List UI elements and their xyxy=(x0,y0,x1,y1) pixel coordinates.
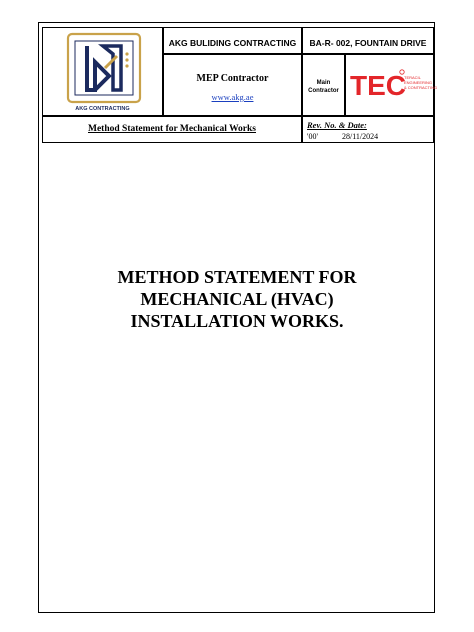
company-logo-cell xyxy=(42,27,163,116)
project-name: BA-R- 002, FOUNTAIN DRIVE xyxy=(309,38,427,48)
company-name: AKG BULIDING CONTRACTING xyxy=(168,38,297,48)
revision-cell xyxy=(302,116,434,143)
mep-contractor-cell xyxy=(163,54,302,116)
logo-caption: AKG CONTRACTING xyxy=(75,106,130,112)
revision-label: Rev. No. & Date: xyxy=(307,120,367,130)
main-title-line: INSTALLATION WORKS. xyxy=(130,311,344,331)
svg-text:& CONTRACTING: & CONTRACTING xyxy=(404,85,438,90)
contractor-role: MEP Contractor xyxy=(196,73,269,84)
website-link[interactable]: www.akg.ae xyxy=(211,92,254,102)
svg-text:TERACIL: TERACIL xyxy=(404,75,421,80)
main-title-line: METHOD STATEMENT FOR xyxy=(117,267,357,287)
revision-date: 28/11/2024 xyxy=(342,132,379,141)
company-name-cell xyxy=(163,27,302,54)
svg-text:TEC: TEC xyxy=(350,70,406,101)
document-title: Method Statement for Mechanical Works xyxy=(88,124,256,134)
tec-logo-cell xyxy=(345,54,438,116)
main-title-line: MECHANICAL (HVAC) xyxy=(140,289,334,309)
document-title-cell xyxy=(42,116,302,143)
svg-text:ENGINEERING: ENGINEERING xyxy=(404,80,433,85)
revision-number: '00' xyxy=(307,132,318,141)
main-title xyxy=(60,266,414,332)
akg-logo-icon xyxy=(65,32,143,104)
tec-logo-icon xyxy=(350,67,438,103)
project-cell xyxy=(302,27,434,54)
main-contractor-label: Main Contractor xyxy=(308,80,339,94)
main-contractor-cell xyxy=(302,54,345,116)
